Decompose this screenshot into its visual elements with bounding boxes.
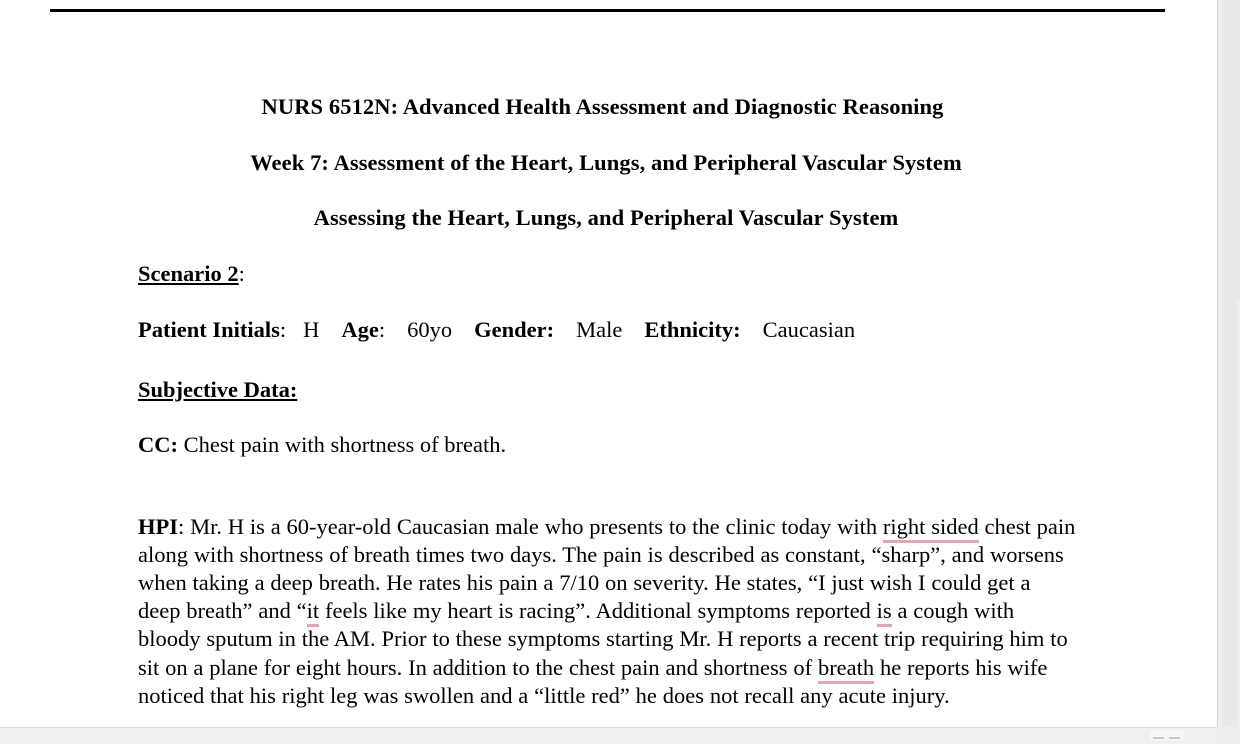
patient-initials-label: Patient Initials — [138, 317, 280, 342]
spellcheck-flagged-text-is: is — [877, 598, 892, 627]
spellcheck-flagged-text-it: it — [307, 598, 320, 627]
hpi-text-part-1: Mr. H is a 60-year-old Caucasian male who presents to the clinic today with — [184, 513, 883, 539]
hpi-text-part-3: feels like my heart is racing”. Additional symptoms reported — [319, 598, 877, 624]
spellcheck-flagged-text-right-sided: right sided — [883, 514, 979, 543]
subjective-data-heading-line — [138, 379, 297, 402]
bottom-edge-widget-bar-left — [1153, 737, 1164, 739]
hpi-text-part-5: he reports his wife noticed that his right leg was swollen and a “little red” he does not recall any acute injury. — [138, 654, 1048, 708]
heading-course-title: NURS 6512N: Advanced Health Assessment and Diagnostic Reasoning — [261, 94, 944, 119]
bottom-edge-widget-bar-right — [1169, 737, 1180, 739]
hpi-label: HPI — [138, 513, 179, 539]
patient-age-value: 60yo — [407, 317, 453, 342]
patient-initials-value: H — [303, 317, 320, 342]
page-header-rule — [50, 9, 1165, 12]
heading-week-title: Week 7: Assessment of the Heart, Lungs, and Peripheral Vascular System — [250, 150, 962, 175]
scrollbar-corner — [1217, 727, 1240, 744]
scenario-line — [138, 263, 245, 286]
horizontal-scrollbar[interactable] — [0, 727, 1240, 744]
hpi-paragraph — [138, 513, 1076, 710]
hpi-colon: : — [178, 513, 185, 539]
hpi-text-part-2: chest pain along with shortness of breath times two days. The pain is described as constant, “sharp”, and worsens when taking a deep breath. He rates his pain a 7/10 on severity. He states, “I just wish I could get a deep breath” and “ — [138, 513, 1076, 624]
subjective-data-label: Subjective Data: — [138, 377, 298, 402]
chief-complaint-line — [138, 434, 506, 457]
patient-ethnicity-label: Ethnicity: — [644, 317, 741, 342]
spellcheck-flagged-text-breath: breath — [818, 655, 874, 684]
cc-label: CC: — [138, 432, 178, 457]
patient-age-colon: : — [378, 317, 386, 342]
patient-gender-label: Gender: — [474, 317, 555, 342]
patient-initials-colon: : — [279, 317, 287, 342]
patient-age-label: Age — [341, 317, 379, 342]
scenario-colon: : — [238, 261, 245, 286]
patient-gender-value: Male — [576, 317, 623, 342]
vertical-scrollbar-thumb[interactable] — [1226, 0, 1240, 300]
scenario-label: Scenario 2 — [138, 261, 239, 286]
patient-ethnicity-value: Caucasian — [762, 317, 856, 342]
vertical-scrollbar[interactable] — [1217, 0, 1240, 727]
heading-topic-title: Assessing the Heart, Lungs, and Peripheral Vascular System — [313, 205, 899, 230]
cc-value: Chest pain with shortness of breath. — [183, 432, 507, 457]
bottom-edge-widget[interactable] — [1148, 729, 1186, 742]
vertical-scrollbar-track[interactable] — [1222, 0, 1237, 727]
hpi-text-part-4: a cough with bloody sputum in the AM. Prior to these symptoms starting Mr. H reports a recent trip requiring him to sit on a plane for eight hours. In addition to the chest pain and shortness of — [138, 598, 1068, 680]
patient-demographics-line — [138, 319, 1138, 342]
